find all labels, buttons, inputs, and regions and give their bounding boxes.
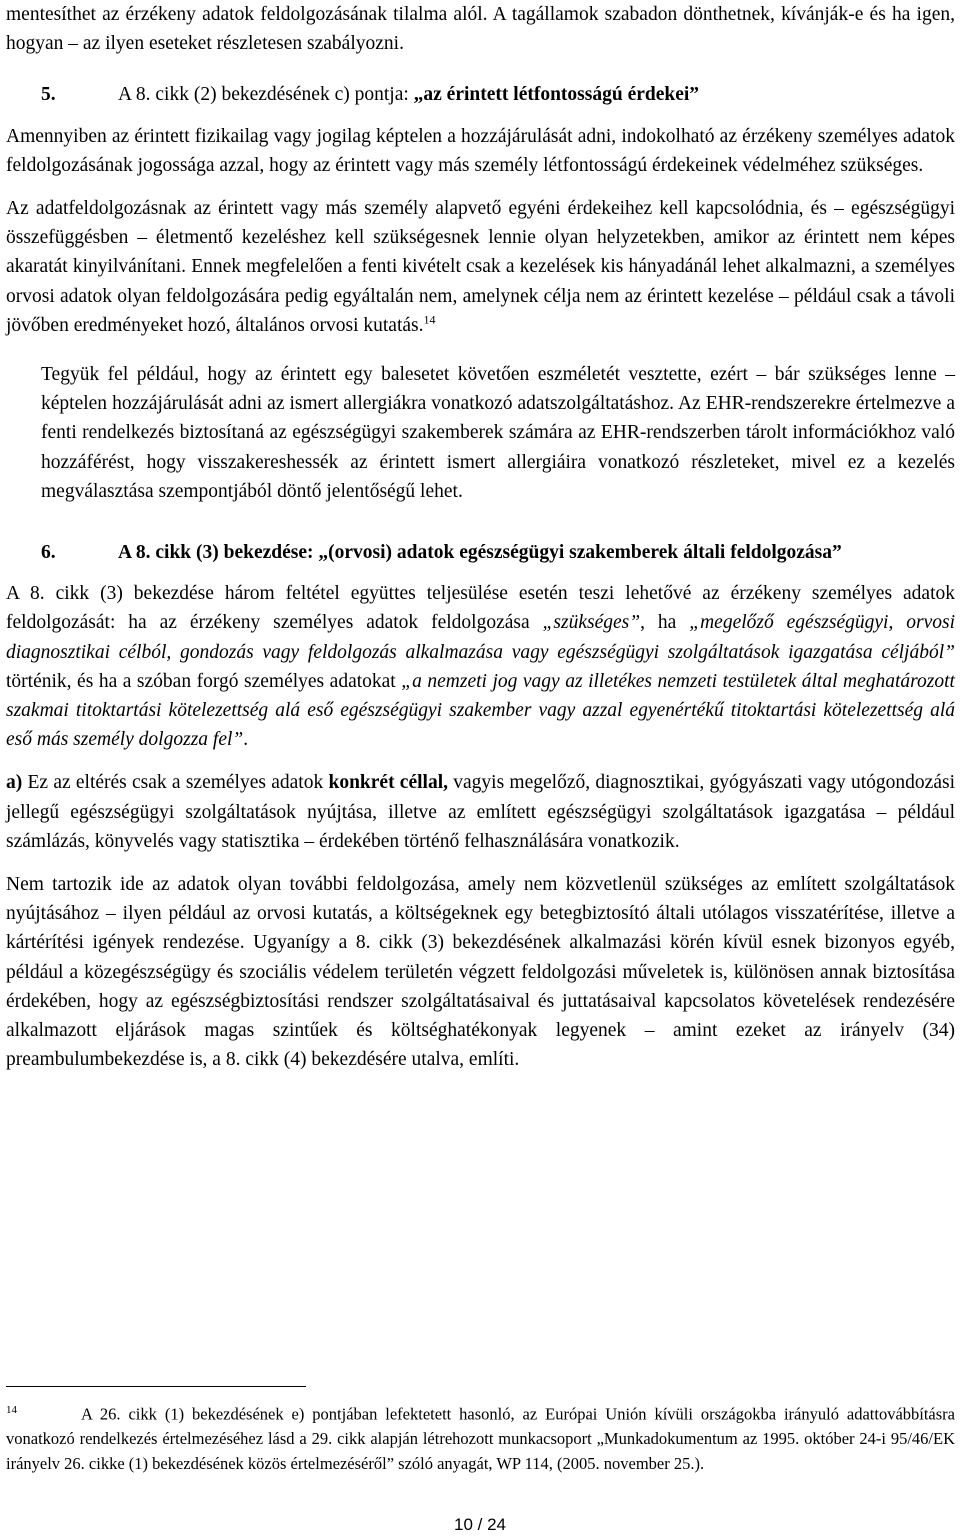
section-6-number: 6. xyxy=(41,542,56,564)
section-6-paragraph-3: Nem tartozik ide az adatok olyan további feldolgozása, amely nem közvetlenül szükséges az említett szolgáltatások nyújtásához – ilyen például az orvosi kutatás, a költségeknek egy betegbiztosító általi utólagos visszatérítése, illetve a kártérítési igények rendezése. Ugyanígy a 8. cikk (3) bekezdésének alkalmazási körén kívül esnek bizonyos egyéb, például a közegészségügy és szociális védelem területén végzett feldolgozási műveletek is, különösen annak biztosítása érdekében, hogy az egészségbiztosítási rendszer szolgáltatásaival és juttatásaival kapcsolatos követelések rendezésére alkalmazott eljárások magas szintűek és költséghatékonyak legyenek – amint ezeket az irányelv (34) preambulumbekezdése is, a 8. cikk (4) bekezdésére utalva, említi. xyxy=(6,874,955,1071)
section-5-paragraph-2-text: Az adatfeldolgozásnak az érintett vagy más személy alapvető egyéni érdekeihez kell kapcsolódnia, és – egészségügyi összefüggésben – életmentő kezeléshez kell szükségesnek lennie olyan helyzetekben, amikor az érintett nem képes akaratát kinyilvánítani. Ennek megfelelően a fenti kivételt csak a kezelések kis hányadánál lehet alkalmazni, a személyes orvosi adatok olyan feldolgozására pedig egyáltalán nem, amelynek célja nem az érintett kezelése – például csak a távoli jövőben eredményeket hozó, általános orvosi kutatás. xyxy=(6,198,955,336)
section-6-title: A 8. cikk (3) bekezdése: „(orvosi) adatok egészségügyi szakemberek általi feldolgozása” xyxy=(118,542,842,564)
list-label: a) xyxy=(6,772,23,794)
text-run: Ez az eltérés csak a személyes adatok xyxy=(22,772,329,794)
example-paragraph: Tegyük fel például, hogy az érintett egy balesetet követően eszméletét vesztette, ezért – bár szükséges lenne – képtelen hozzájárulását adni az ismert allergiákra vonatkozó adatszolgáltatáshoz. Az EHR-rendszerekre értelmezve a fenti rendelkezés biztosítaná az egészségügyi szakemberek számára az EHR-rendszerben tárolt információkhoz való hozzáférést, hogy visszakereshessék az érintett ismert allergiáira vonatkozó részleteket, mivel ez a kezelés megválasztása szempontjából döntő jelentőségű lehet. xyxy=(41,364,955,502)
footnote xyxy=(6,1398,955,1476)
footnote-reference[interactable]: 14 xyxy=(423,312,436,327)
footnote-divider xyxy=(6,1386,306,1387)
footnote-text: A 26. cikk (1) bekezdésének e) pontjában lefektetett hasonló, az Európai Unión kívüli országokba irányuló adattovábbításra vonatkozó rendelkezés értelmezéséhez lásd a 29. cikk alapján létrehozott munkacsoport „Munkadokumentum az 1995. október 24-i 95/46/EK irányelv 26. cikke (1) bekezdésének közös értelmezéséről” szóló anyagát, WP 114, (2005. november 25.). xyxy=(6,1404,955,1473)
section-6-heading xyxy=(6,538,955,567)
text-run: történik, és ha a szóban forgó személyes adatokat xyxy=(6,670,402,692)
italic-quote: „a nemzeti jog vagy az illetékes nemzeti testületek által meghatározott szakmai titoktartási kötelezettség alá eső egészségügyi szakember vagy azzal egyenértékű titoktartási kötelezettség alá eső más személy dolgozza fel” xyxy=(6,670,955,751)
section-6-paragraph-2 xyxy=(6,768,955,856)
intro-paragraph: mentesíthet az érzékeny adatok feldolgozásának tilalma alól. A tagállamok szabadon dönthetnek, kívánják-e és ha igen, hogyan – az ilyen eseteket részletesen szabályozni. xyxy=(6,4,955,55)
section-5-title-lead: A 8. cikk (2) bekezdésének c) pontja: xyxy=(118,84,414,106)
page-number: 10 / 24 xyxy=(454,1515,506,1534)
italic-quote: „szükséges” xyxy=(542,612,641,634)
section-5-title-bold: „az érintett létfontosságú érdekei” xyxy=(413,84,700,106)
section-6-paragraph-1 xyxy=(6,579,955,754)
text-run: A 8. cikk (3) bekezdése három feltétel együttes teljesülése esetén teszi lehetővé az érzékeny személyes adatok feldolgozását: ha az érzékeny személyes adatok feldolgozása xyxy=(6,583,955,634)
document-page xyxy=(6,0,955,1075)
section-5-number: 5. xyxy=(41,84,56,106)
section-5-heading xyxy=(6,80,955,109)
text-run: vagyis megelőző, diagnosztikai, gyógyászati vagy utógondozási jellegű egészségügyi szolgáltatások nyújtása, illetve az említett egészségügyi szolgáltatások igazgatása – például számlázás, könyvelés vagy statisztika – érdekében történő felhasználására vonatkozik. xyxy=(6,772,955,852)
section-5-paragraph-1: Amennyiben az érintett fizikailag vagy jogilag képtelen a hozzájárulását adni, indokolható az érzékeny személyes adatok feldolgozásának jogossága azzal, hogy az érintett vagy más személy létfontosságú érdekeinek védelméhez szükséges. xyxy=(6,125,955,176)
text-run: . xyxy=(243,729,249,751)
section-5-paragraph-2 xyxy=(6,194,955,340)
bold-phrase: konkrét céllal, xyxy=(328,772,448,794)
text-run: , ha xyxy=(640,612,690,634)
footnote-number: 14 xyxy=(6,1404,17,1416)
italic-quote: „megelőző egészségügyi, orvosi diagnosztikai célból, gondozás vagy feldolgozás alkalmazása vagy egészségügyi szolgáltatások igazgatása céljából” xyxy=(6,612,956,663)
